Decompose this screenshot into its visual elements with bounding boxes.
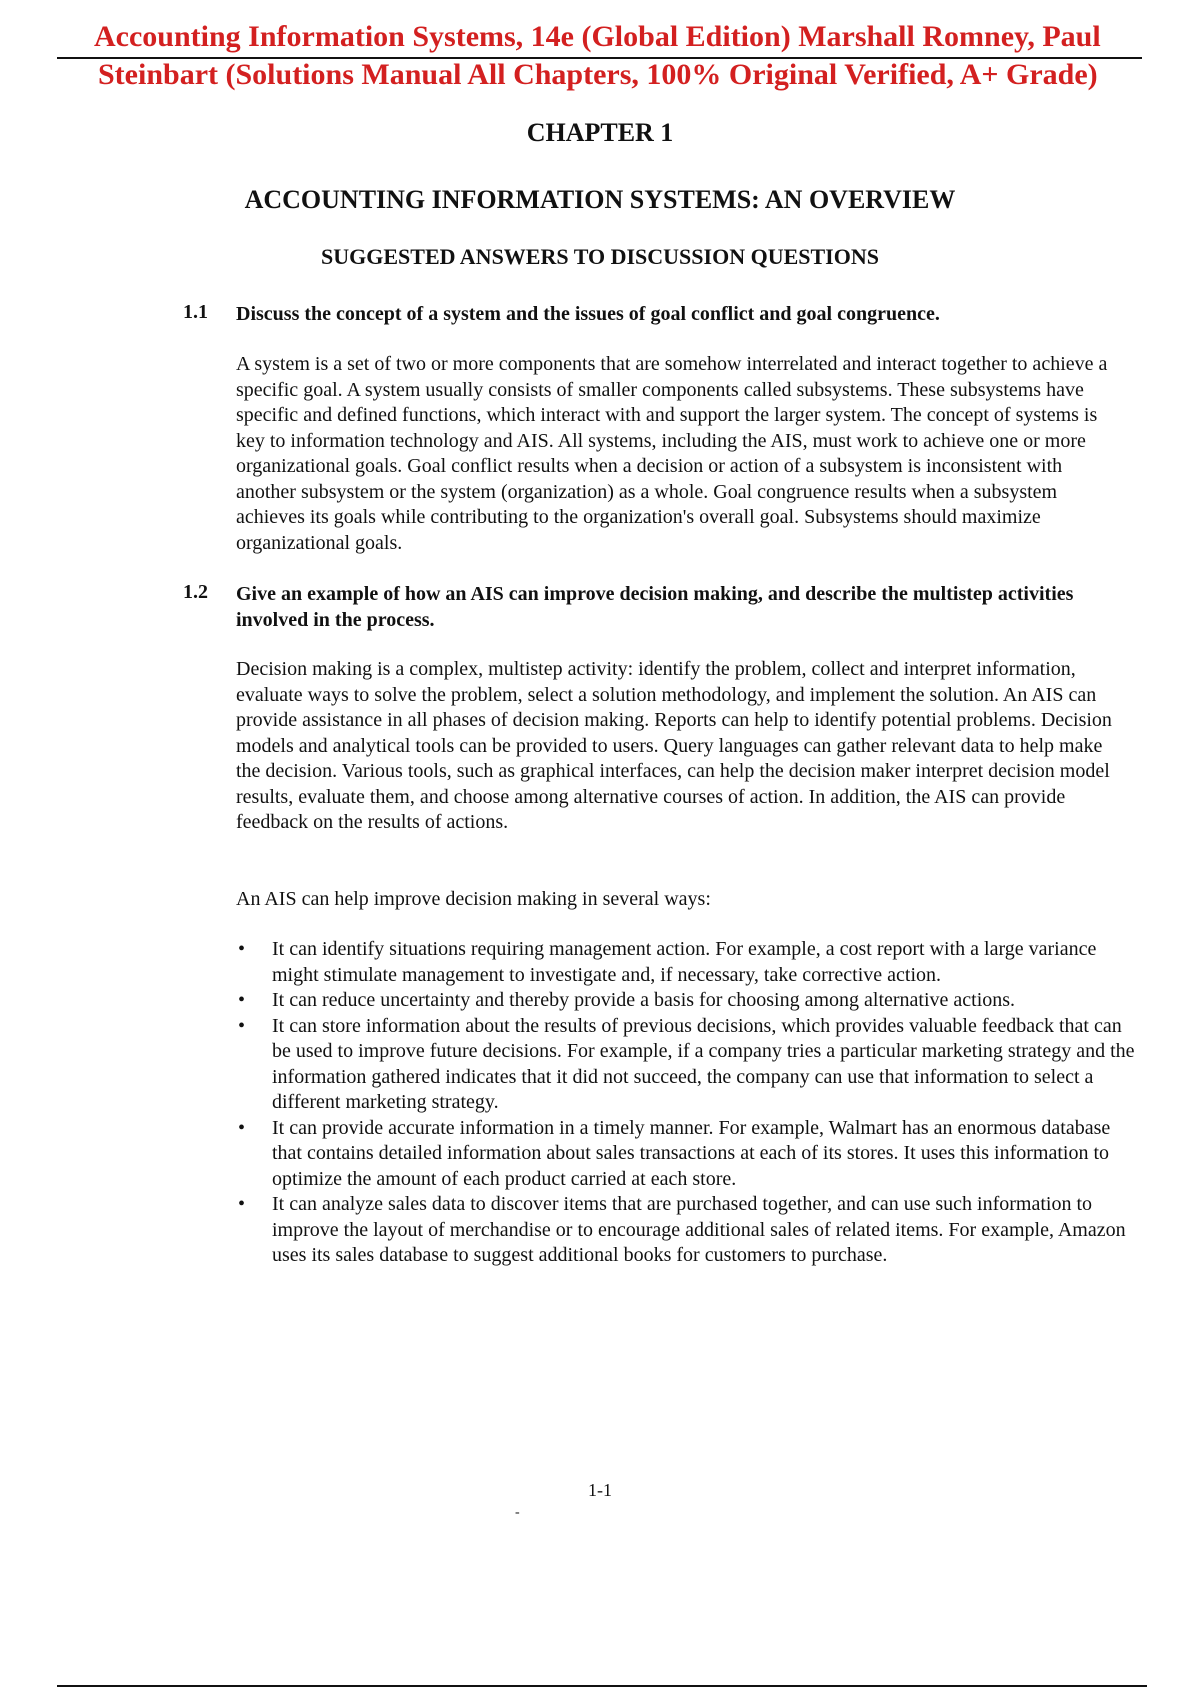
list-item [236,1192,1136,1269]
page-number: 1-1 [588,1480,612,1500]
bullet-text: It can store information about the results of previous decisions, which provides valuable feedback that can be used to improve future decisions. For example, if a company tries a particular marketing strategy and the information gathered indicates that it did not succeed, the company can use that information to select a different marketing strategy. [272,1014,1135,1113]
bullet-text: It can provide accurate information in a timely manner. For example, Walmart has an enormous database that contains detailed information about sales transactions at each of its stores. It uses this information to optimize the amount of each product carried at each store. [272,1116,1111,1190]
list-item [236,1014,1136,1116]
footer-rule [57,1685,1147,1687]
list-item [236,937,1136,988]
bullet-icon: • [238,989,246,1011]
answer-intro: An AIS can help improve decision making in several ways: [236,888,711,910]
bullet-icon: • [238,938,246,960]
bullet-icon: • [238,1193,246,1215]
bullet-text: It can reduce uncertainty and thereby provide a basis for choosing among alternative actions. [272,989,1016,1011]
answer-paragraph: A system is a set of two or more components that are somehow interrelated and interact together to achieve a specific goal. A system usually consists of smaller components called subsystems. These subsystems have specific and defined functions, which interact with and support the larger system. The concept of systems is key to information technology and AIS. All systems, including the AIS, must work to achieve one or more organizational goals. Goal conflict results when a decision or action of a subsystem is inconsistent with another subsystem or the system (organization) as a whole. Goal congruence results when a subsystem achieves its goals while contributing to the organization's overall goal. Subsystems should maximize organizational goals. [236,353,1108,554]
chapter-heading: CHAPTER 1 [526,118,674,147]
list-item [236,988,1136,1014]
bullet-icon: • [238,1116,246,1139]
banner-line-1: Accounting Information Systems, 14e (Global Edition) Marshall Romney, Paul [94,20,1101,53]
question-text: Give an example of how an AIS can improve decision making, and describe the multistep activities involved in the process. [236,583,1074,631]
question-number: 1.2 [183,581,208,603]
bullet-text: It can identify situations requiring management action. For example, a cost report with a large variance might stimulate management to investigate and, if necessary, take corrective action. [272,938,1097,986]
title-banner [90,18,1190,94]
section-subtitle: SUGGESTED ANSWERS TO DISCUSSION QUESTIONS [321,244,879,269]
bullet-text: It can analyze sales data to discover items that are purchased together, and can use such information to improve the layout of merchandise or to encourage additional sales of related items. For example, Amazon uses its sales database to suggest additional books for customers to purchase. [272,1193,1126,1266]
answer-paragraph: Decision making is a complex, multistep activity: identify the problem, collect and interpret information, evaluate ways to solve the problem, select a solution methodology, and implement the solution. An AIS can provide assistance in all phases of decision making. Reports can help to identify potential problems. Decision models and analytical tools can be provided to users. Query languages can gather relevant data to help make the decision. Various tools, such as graphical interfaces, can help the decision maker interpret decision model results, evaluate them, and choose among alternative courses of action. In addition, the AIS can provide feedback on the results of actions. [236,658,1112,833]
bullet-list [236,937,1136,1269]
bullet-icon: • [238,1014,246,1037]
list-item [236,1116,1136,1193]
question-number: 1.1 [183,301,208,323]
stray-mark: - [515,1505,520,1520]
banner-line-2: Steinbart (Solutions Manual All Chapters, 100% Original Verified, A+ Grade) [98,58,1098,91]
chapter-title: ACCOUNTING INFORMATION SYSTEMS: AN OVERVIEW [244,185,956,214]
question-text: Discuss the concept of a system and the issues of goal conflict and goal congruence. [236,303,940,325]
